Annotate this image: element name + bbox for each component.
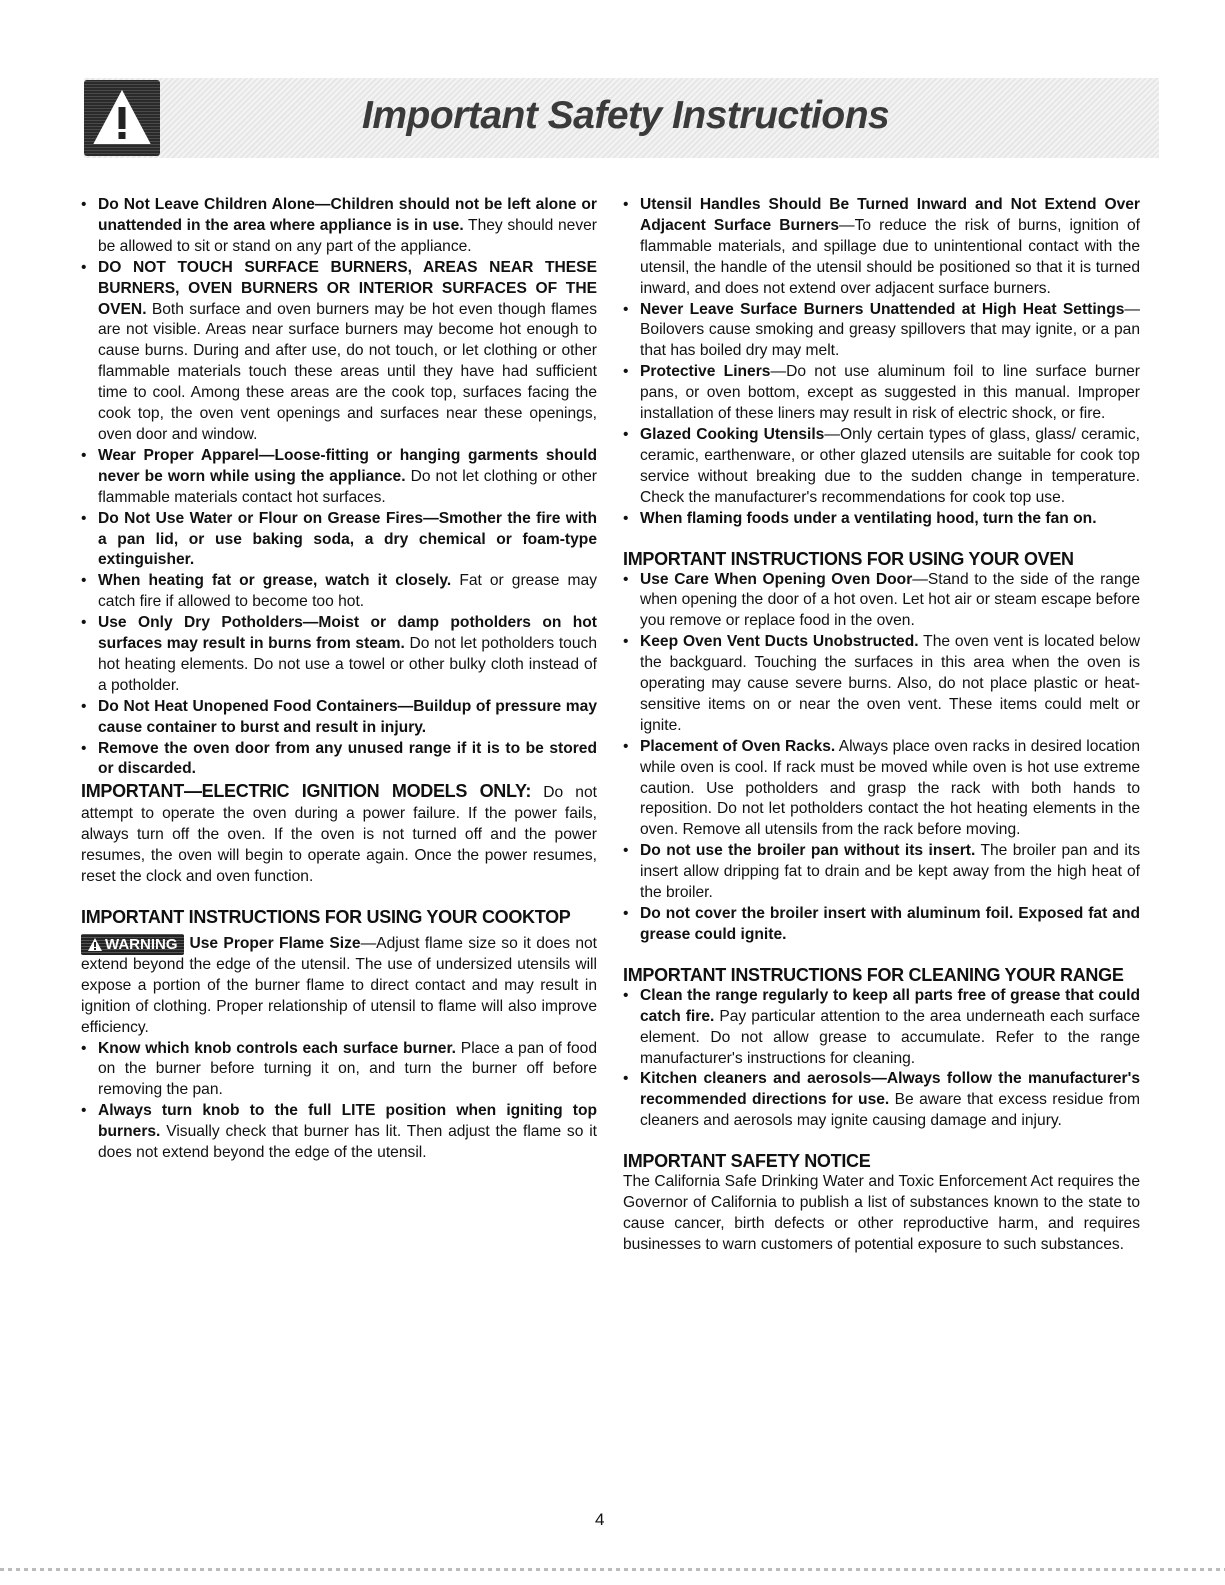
bullet-icon: •	[81, 1039, 87, 1057]
item-heading: When heating fat or grease, watch it closely.	[98, 572, 452, 590]
bullet-icon: •	[81, 739, 87, 757]
bullet-icon: •	[623, 196, 629, 213]
item-heading: Placement of Oven Racks.	[640, 737, 836, 755]
item-heading: Never Leave Surface Burners Unattended at High Heat Settings	[640, 300, 1125, 318]
list-item	[623, 425, 1140, 509]
list-item	[623, 737, 1140, 842]
list-item	[623, 1069, 1140, 1132]
item-heading: Do Not Heat Unopened Food Containers—Buildup of pressure may cause container to burst and result in injury.	[98, 697, 597, 736]
list-item	[81, 446, 597, 509]
list-item	[81, 697, 597, 739]
item-heading: Clean the range regularly to keep all parts free of grease that could catch fire.	[640, 986, 1140, 1025]
item-heading: Do Not Leave Children Alone—Children should not be left alone or unattended in the area where appliance is in use.	[98, 196, 597, 234]
list-item	[81, 258, 597, 446]
list-item	[81, 571, 597, 613]
bullet-icon: •	[623, 737, 629, 755]
bullet-icon: •	[81, 258, 87, 276]
cooktop-section-heading: IMPORTANT INSTRUCTIONS FOR USING YOUR COOKTOP	[81, 906, 571, 927]
item-heading: Remove the oven door from any unused range if it is to be stored or discarded.	[98, 739, 597, 778]
bullet-icon: •	[81, 614, 87, 632]
bullet-icon: •	[623, 986, 629, 1004]
item-text: —Do not use aluminum foil to line surface burner pans, or oven bottom, except as suggested in this manual. Improper installation of these liners may result in risk of electric shock, or fire.	[640, 363, 1140, 423]
item-text: They should never be allowed to sit or stand on any part of the appliance.	[98, 216, 598, 255]
list-item	[623, 195, 1140, 300]
item-text: Place a pan of food on the burner before turning it on, and turn the burner off before removing the pan.	[98, 1039, 597, 1099]
bullet-icon: •	[623, 842, 629, 860]
bullet-icon: •	[623, 1070, 629, 1088]
warning-badge	[81, 934, 184, 955]
item-text: Be aware that excess residue from cleaners and aerosols may ignite causing damage and injury.	[640, 1091, 1140, 1130]
bullet-icon: •	[81, 509, 87, 527]
bullet-icon: •	[623, 425, 629, 443]
bullet-icon: •	[623, 300, 629, 318]
item-text: Do not let clothing or other flammable materials contact hot surfaces.	[98, 467, 598, 506]
bullet-icon: •	[623, 509, 629, 527]
item-heading: Do not cover the broiler insert with aluminum foil. Exposed fat and grease could ignite.	[640, 905, 1140, 943]
item-text: —Stand to the side of the range when opening the door of a hot oven. Let hot air or steam escape before you remove or replace food in the oven.	[640, 570, 1141, 630]
item-heading: Use Only Dry Potholders—Moist or damp potholders on hot surfaces may result in burns from steam.	[98, 614, 597, 653]
list-item	[623, 986, 1140, 1070]
page-title: Important Safety Instructions	[362, 94, 890, 137]
bullet-icon: •	[81, 697, 87, 715]
bullet-icon: •	[81, 196, 87, 213]
bullet-icon: •	[81, 572, 87, 590]
bullet-icon: •	[623, 633, 629, 651]
item-heading: Wear Proper Apparel—Loose-fitting or hanging garments should never be worn while using the appliance.	[98, 446, 597, 485]
warning-triangle-icon	[84, 80, 160, 156]
item-text: Visually check that burner has lit. Then adjust the flame so it does not extend beyond the edge of the utensil.	[98, 1123, 597, 1162]
item-heading: Use Proper Flame Size	[189, 934, 361, 952]
section-text: Do not attempt to operate the oven during a power failure. If the power fails, always turn off the oven. If the oven is not turned off and the power resumes, the oven will begin to operate again. Once the power resumes, reset the clock and oven function.	[81, 784, 597, 885]
oven-section-heading: IMPORTANT INSTRUCTIONS FOR USING YOUR OVEN	[623, 548, 1074, 569]
item-heading: Kitchen cleaners and aerosols—Always follow the manufacturer's recommended directions for use.	[640, 1070, 1140, 1109]
bullet-icon: •	[623, 363, 629, 381]
electric-ignition-section	[81, 780, 597, 888]
item-text: —Adjust flame size so it does not extend beyond the edge of the utensil. The use of undersized utensils will expose a portion of the burner flame to direct contact and may result in ignition of clothing. Proper relationship of utensil to flame will also improve efficiency.	[81, 934, 597, 1036]
bottom-divider	[0, 1568, 1225, 1571]
flame-size-paragraph	[81, 934, 597, 1039]
item-text: Both surface and oven burners may be hot even though flames are not visible. Areas near surface burners may become hot enough to cause burns. During and after use, do not touch, or let clothing or other flammable materials touch these areas until they have had sufficient time to cool. Among these areas are the cook top, surfaces facing the cook top, the oven vent openings and surfaces near these openings, oven door and window.	[98, 300, 597, 443]
list-item	[81, 1039, 597, 1102]
item-heading: Know which knob controls each surface burner.	[98, 1039, 456, 1057]
item-text: —To reduce the risk of burns, ignition of flammable materials, and spillage due to unintentional contact with the utensil, the handle of the utensil should be positioned so that it is turned inward, and does not extend over adjacent surface burners.	[640, 216, 1140, 297]
list-item	[81, 509, 597, 572]
bullet-icon: •	[623, 570, 629, 588]
item-text: The oven vent is located below the backguard. Touching the surfaces in this area when the oven is operating may cause severe burns. Also, do not place plastic or heat-sensitive items on or near the oven vent. These items could melt or ignite.	[640, 633, 1140, 734]
warning-triangle-icon	[87, 937, 103, 952]
item-text: —Boilovers cause smoking and greasy spillovers that may ignite, or a pan that has boiled dry may melt.	[640, 300, 1140, 360]
list-item	[623, 904, 1140, 946]
page-header	[84, 78, 1159, 158]
bullet-icon: •	[623, 905, 629, 922]
right-column	[623, 195, 1140, 1256]
item-heading: Always turn knob to the full LITE position when igniting top burners.	[98, 1102, 597, 1141]
item-text: Do not let potholders touch hot heating elements. Do not use a towel or other bulky cloth instead of a potholder.	[98, 635, 597, 694]
item-text: —Only certain types of glass, glass/ ceramic, ceramic, earthenware, or other glazed utensils are suitable for cook top service without breaking due to the sudden change in temperature. Check the manufacturer's recommendations for cook top use.	[640, 425, 1141, 506]
bullet-icon: •	[81, 1102, 87, 1120]
list-item	[623, 509, 1140, 530]
list-item	[623, 632, 1140, 737]
list-item	[81, 1101, 597, 1164]
safety-notice-heading: IMPORTANT SAFETY NOTICE	[623, 1151, 871, 1172]
item-heading: Utensil Handles Should Be Turned Inward and Not Extend Over Adjacent Surface Burners	[640, 196, 1140, 234]
list-item	[623, 300, 1140, 363]
item-heading: Keep Oven Vent Ducts Unobstructed.	[640, 633, 919, 651]
cleaning-section-heading: IMPORTANT INSTRUCTIONS FOR CLEANING YOUR RANGE	[623, 964, 1124, 985]
bullet-icon: •	[81, 446, 87, 464]
list-item	[81, 195, 597, 258]
item-heading: Do not use the broiler pan without its insert.	[640, 842, 976, 860]
left-column	[81, 195, 597, 1164]
list-item	[623, 362, 1140, 425]
page-number: 4	[595, 1510, 605, 1529]
safety-notice-text: The California Safe Drinking Water and Toxic Enforcement Act requires the Governor of California to publish a list of substances known to the state to cause cancer, birth defects or other reproductive harm, and requires businesses to warn customers of potential exposure to such substances.	[623, 1173, 1140, 1253]
list-item	[623, 570, 1140, 633]
item-heading: Protective Liners	[640, 363, 771, 381]
list-item	[81, 739, 597, 781]
item-heading: Glazed Cooking Utensils	[640, 425, 825, 443]
item-heading: Use Care When Opening Oven Door	[640, 570, 913, 588]
item-heading: DO NOT TOUCH SURFACE BURNERS, AREAS NEAR THESE BURNERS, OVEN BURNERS OR INTERIOR SURFACES OF THE OVEN.	[98, 258, 597, 318]
section-heading: IMPORTANT—ELECTRIC IGNITION MODELS ONLY:	[81, 781, 532, 802]
item-text: The broiler pan and its insert allow dripping fat to drain and be kept away from the high heat of the broiler.	[640, 842, 1140, 902]
item-text: Pay particular attention to the area underneath each surface element. Do not allow grease to accumulate. Refer to the range manufacturer's instructions for cleaning.	[640, 1007, 1140, 1067]
item-heading: When flaming foods under a ventilating hood, turn the fan on.	[640, 509, 1097, 527]
list-item	[623, 841, 1140, 904]
warning-label: WARNING	[105, 935, 178, 953]
item-text: Always place oven racks in desired location while oven is cool. If rack must be moved while oven is hot use extreme caution. Use potholders and grasp the rack with both hands to reposition. Do not let potholders contact the hot heating elements in the oven. Remove all utensils from the rack before moving.	[640, 737, 1140, 839]
item-heading: Do Not Use Water or Flour on Grease Fires—Smother the fire with a pan lid, or use baking soda, a dry chemical or foam-type extinguisher.	[98, 509, 597, 569]
list-item	[81, 613, 597, 697]
item-text: Fat or grease may catch fire if allowed to become too hot.	[98, 572, 597, 611]
